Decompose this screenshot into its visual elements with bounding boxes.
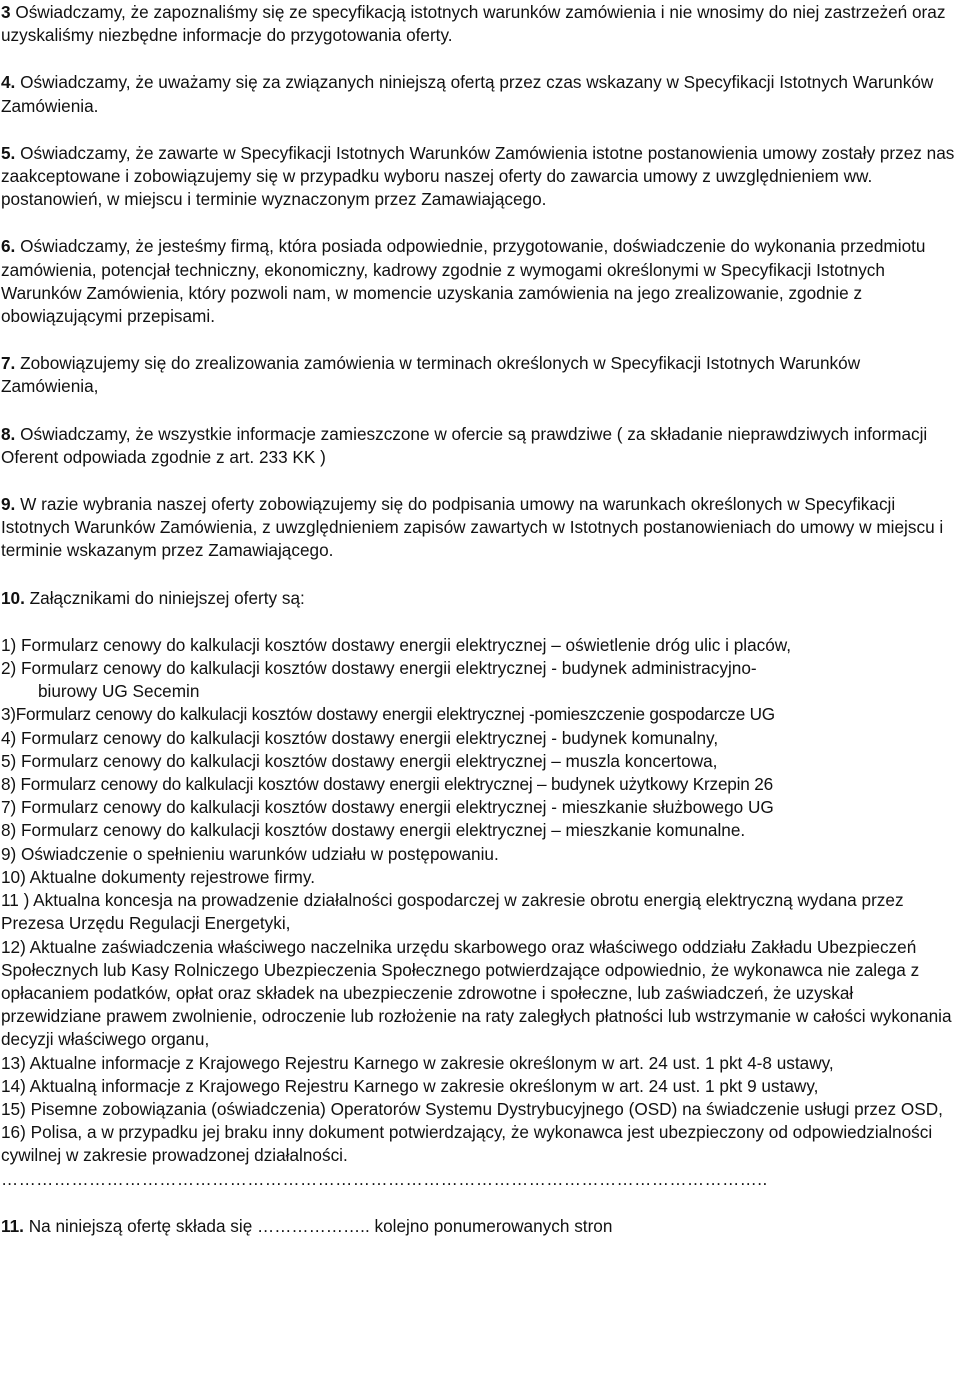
paragraph-7 [1,352,956,398]
paragraph-number: 7. [1,353,16,374]
paragraph-text: Oświadczamy, że uważamy się za związanych niniejszą ofertą przez czas wskazany w Specyfikacji Istotnych Warunków Zamówienia. [1,72,934,116]
list-item: 8) Formularz cenowy do kalkulacji kosztów dostawy energii elektrycznej – budynek użytkowy Krzepin 26 [1,774,773,795]
paragraph-11 [1,1215,956,1238]
list-item: 16) Polisa, a w przypadku jej braku inny dokument potwierdzający, że wykonawca jest ubezpieczony od odpowiedzialności cywilnej w zakresie prowadzonej działalności. [1,1122,933,1166]
paragraph-number: 4. [1,72,16,93]
paragraph-number: 11. [1,1215,24,1236]
paragraph-6 [1,235,956,328]
list-item: 7) Formularz cenowy do kalkulacji kosztów dostawy energii elektrycznej - mieszkanie służbowego UG [1,797,774,818]
paragraph-text: Na niniejszą ofertę składa się ……………….. kolejno ponumerowanych stron [23,1215,613,1236]
paragraph-text: W razie wybrania naszej oferty zobowiązujemy się do podpisania umowy na warunkach określonych w Specyfikacji Istotnych Warunków Zamówienia, z uwzględnieniem zapisów zawartych w Istotnych postanowieniach do umowy w miejscu i terminie wskazanym przez Zamawiającego. [1,494,944,561]
list-item: 12) Aktualne zaświadczenia właściwego naczelnika urzędu skarbowego oraz właściwego oddziału Zakładu Ubezpieczeń Społecznych lub Kasy Rolniczego Ubezpieczenia Społecznego potwierdzające odpowiednio, że wykonawca nie zalega z opłacaniem podatków, opłat oraz składek na ubezpieczenie zdrowotne i społeczne, lub zaświadczeń, że uzyskał przewidziane prawem zwolnienie, odroczenie lub rozłożenie na raty zaległych płatności lub wstrzymanie w całości wykonania decyzji właściwego organu, [1,936,952,1050]
paragraph-number: 5. [1,142,16,163]
paragraph-8 [1,423,956,469]
paragraph-5 [1,142,956,212]
list-item: 14) Aktualną informacje z Krajowego Rejestru Karnego w zakresie określonym w art. 24 ust. 1 pkt 9 ustawy, [1,1075,819,1096]
paragraph-number: 9. [1,494,16,515]
list-item: 8) Formularz cenowy do kalkulacji kosztów dostawy energii elektrycznej – mieszkanie komunalne. [1,820,746,841]
list-item: 4) Formularz cenowy do kalkulacji kosztów dostawy energii elektrycznej - budynek komunalny, [1,727,719,748]
paragraph-10 [1,587,956,610]
paragraph-text: Zobowiązujemy się do zrealizowania zamówienia w terminach określonych w Specyfikacji Istotnych Warunków Zamówienia, [1,353,861,397]
list-item: 1) Formularz cenowy do kalkulacji kosztów dostawy energii elektrycznej – oświetlenie dróg ulic i placów, [1,634,792,655]
dotted-separator: ………………………………………………………………………………………………………………….. [1,1168,768,1189]
list-item: 15) Pisemne zobowiązania (oświadczenia) Operatorów Systemu Dystrybucyjnego (OSD) na świadczenie usługi przez OSD, [1,1098,943,1119]
list-item: 2) Formularz cenowy do kalkulacji kosztów dostawy energii elektrycznej - budynek administracyjno- [1,658,757,679]
attachments-list [1,634,956,1168]
list-item: 10) Aktualne dokumenty rejestrowe firmy. [1,866,315,887]
paragraph-text: Oświadczamy, że wszystkie informacje zamieszczone w ofercie są prawdziwe ( za składanie nieprawdziwych informacji Oferent odpowiada zgodnie z art. 233 KK ) [1,423,928,467]
paragraph-number: 8. [1,423,16,444]
list-item: 3)Formularz cenowy do kalkulacji kosztów dostawy energii elektrycznej -pomieszczenie gospodarcze UG [1,704,775,725]
list-item: 9) Oświadczenie o spełnieniu warunków udziału w postępowaniu. [1,843,499,864]
paragraph-4 [1,71,956,117]
paragraph-3 [1,1,956,47]
paragraph-number: 3 [1,2,11,22]
paragraph-text: Oświadczamy, że jesteśmy firmą, która posiada odpowiednie, przygotowanie, doświadczenie do wykonania przedmiotu zamówienia, potencjał techniczny, ekonomiczny, kadrowy zgodnie z wymogami określonymi w Specyfikacji Istotnych Warunków Zamówienia, który pozwoli nam, w momencie uzyskania zamówienia na jego zrealizowanie, zgodnie z obowiązującymi przepisami. [1,236,926,327]
list-item: 5) Formularz cenowy do kalkulacji kosztów dostawy energii elektrycznej – muszla koncertowa, [1,750,718,771]
list-item-continuation: biurowy UG Secemin [38,681,200,702]
paragraph-text: Oświadczamy, że zawarte w Specyfikacji Istotnych Warunków Zamówienia istotne postanowienia umowy zostały przez nas zaakceptowane i zobowiązujemy się w przypadku wyboru naszej oferty do zawarcia umowy z uwzględnieniem ww. postanowień, w miejscu i terminie wyznaczonym przez Zamawiającego. [1,142,955,210]
paragraph-9 [1,493,956,563]
list-item: 13) Aktualne informacje z Krajowego Rejestru Karnego w zakresie określonym w art. 24 ust. 1 pkt 4-8 ustawy, [1,1052,834,1073]
paragraph-number: 6. [1,236,16,257]
paragraph-text: Oświadczamy, że zapoznaliśmy się ze specyfikacją istotnych warunków zamówienia i nie wnosimy do niej zastrzeżeń oraz uzyskaliśmy niezbędne informacje do przygotowania oferty. [1,2,946,46]
paragraph-number: 10. [1,587,25,608]
paragraph-text: Załącznikami do niniejszej oferty są: [24,587,305,608]
list-item: 11 ) Aktualna koncesja na prowadzenie działalności gospodarczej w zakresie obrotu energią elektryczną wydana przez Prezesa Urzędu Regulacji Energetyki, [1,890,904,934]
